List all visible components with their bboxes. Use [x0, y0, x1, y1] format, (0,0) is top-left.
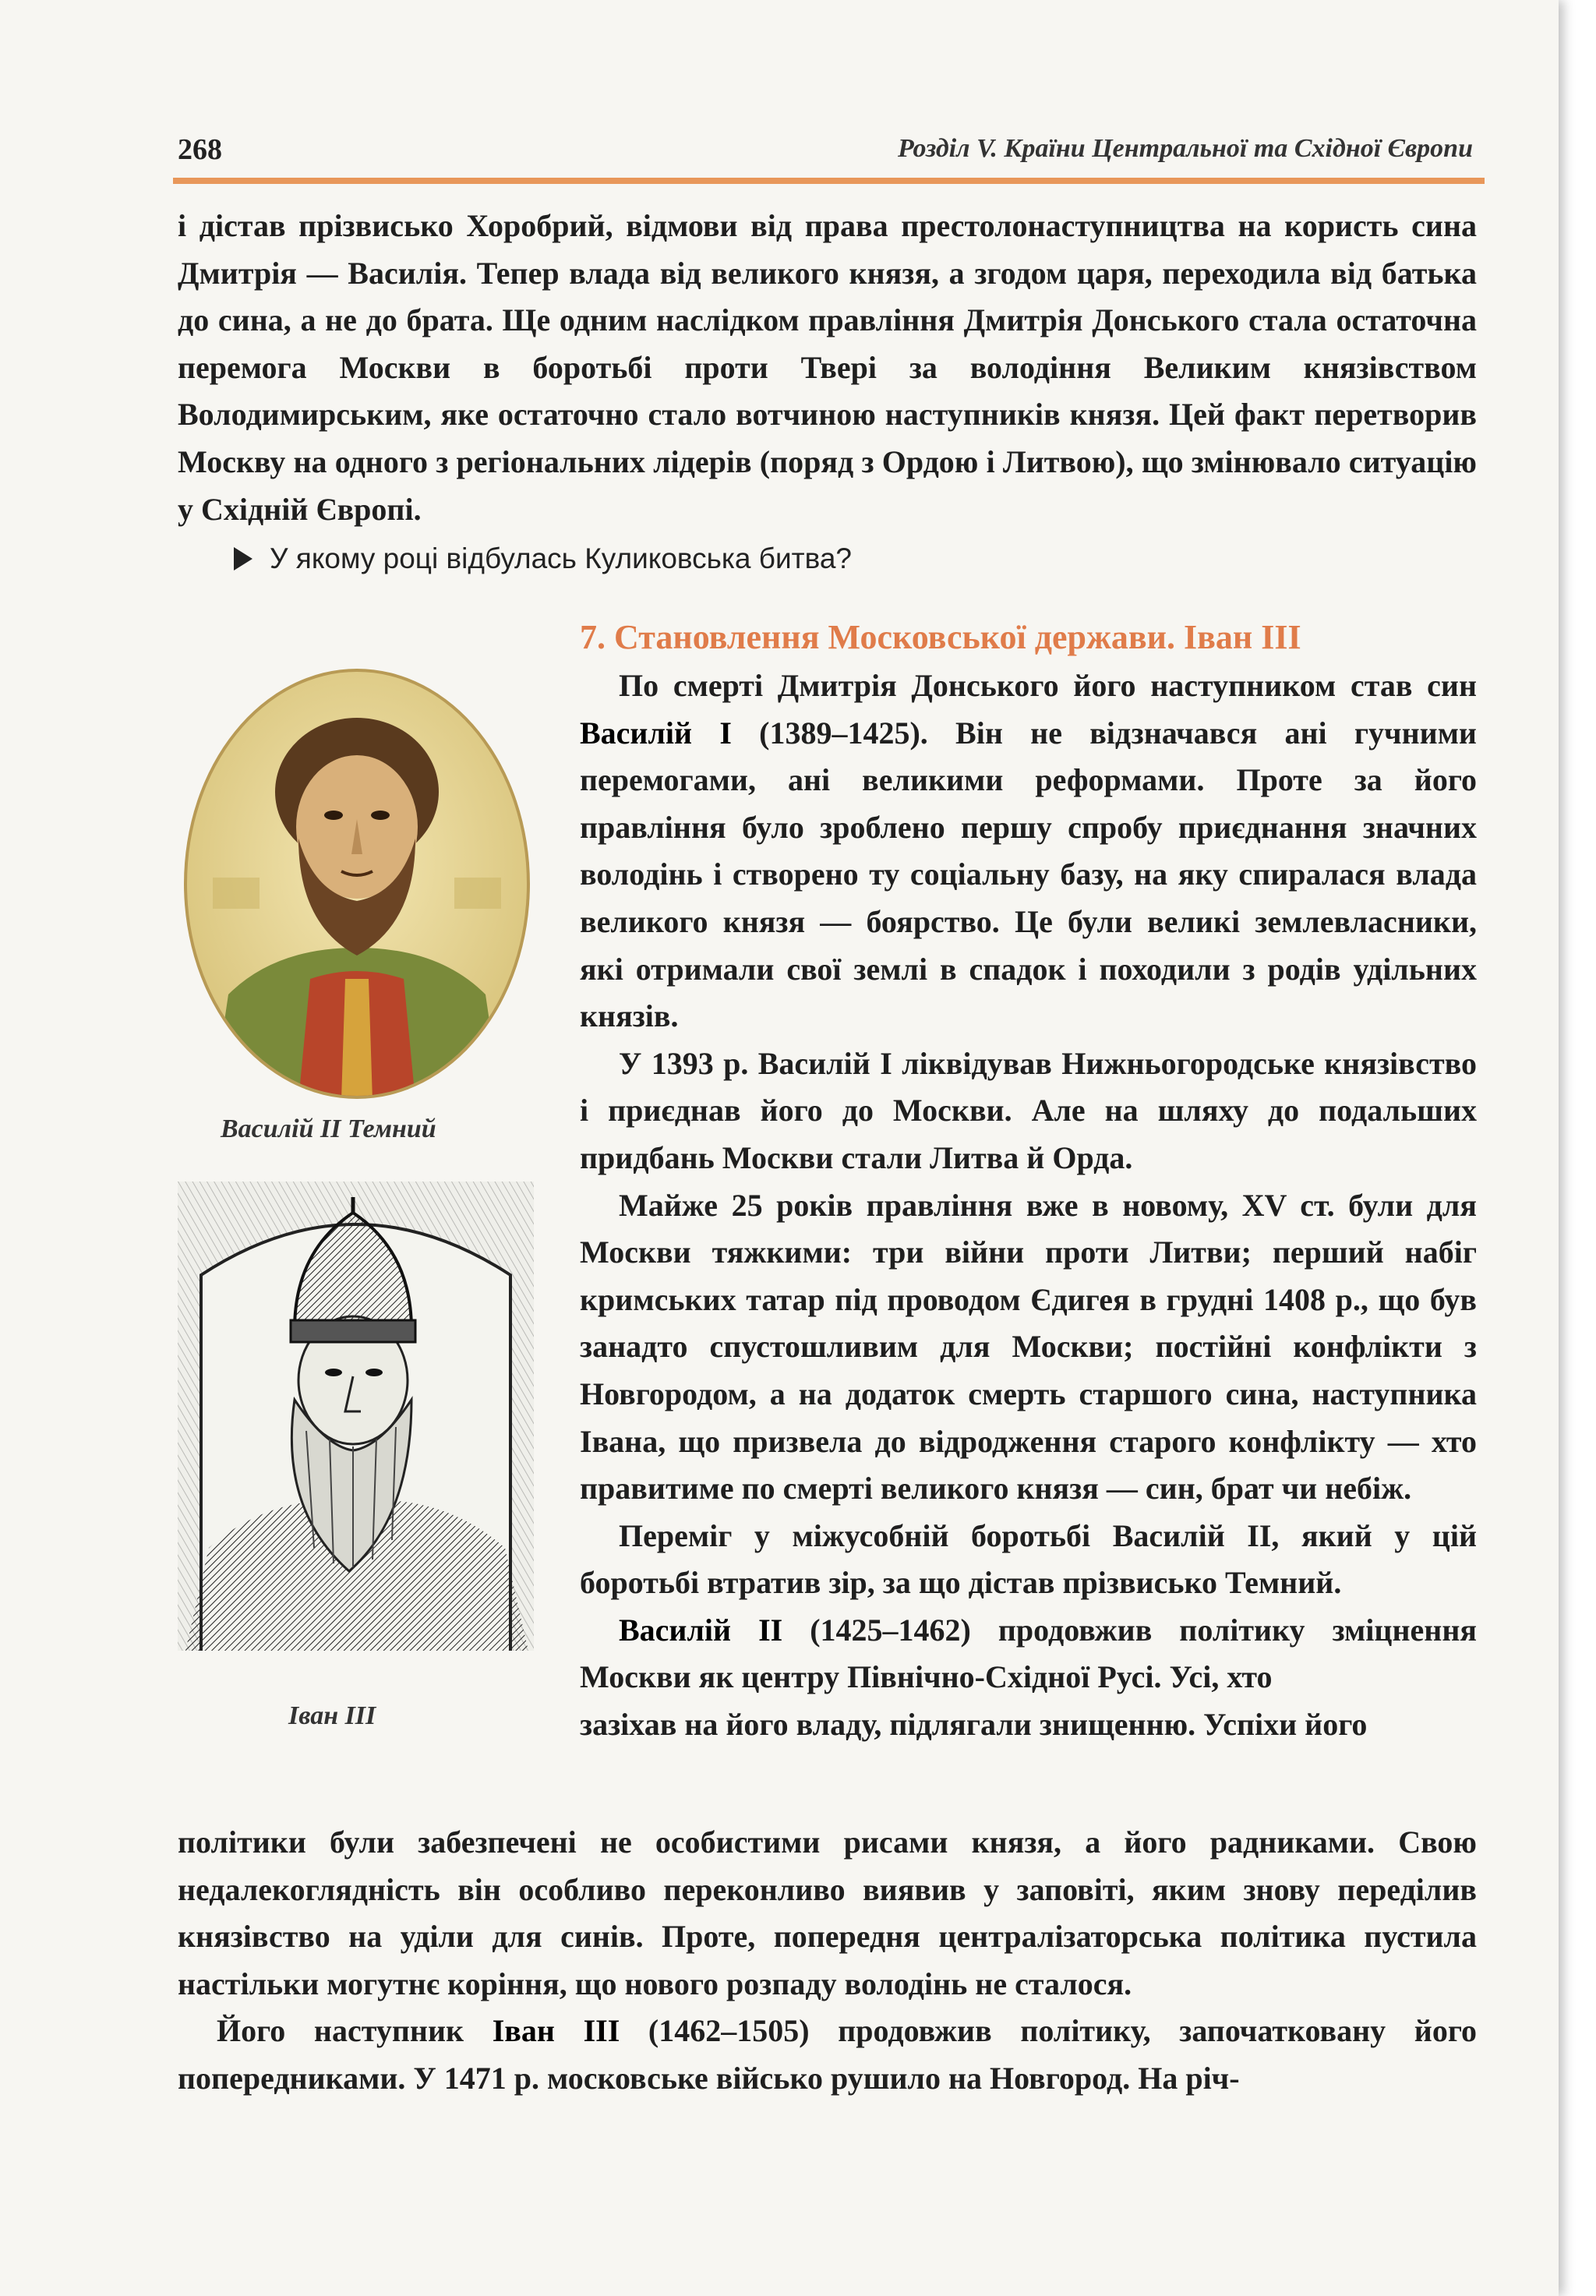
review-question — [234, 542, 852, 575]
p5-text-a: (1425–1462) продовжив політику зміцнення Москви як центру Північно-Східної Русі. Усі, хто — [580, 1612, 1478, 1695]
question-text: У якому році відбулась Куликовська битва? — [270, 542, 852, 574]
running-head-title: Розділ V. Країни Центральної та Східної Європи — [897, 134, 1473, 163]
p6-text-b: (1462–1505) продовжив політику, започатковану його попередниками. У 1471 р. московське військо рушило на Новгород. На річ- — [178, 2013, 1478, 2096]
intro-paragraph — [178, 203, 1477, 533]
paragraph-xv-century: Майже 25 років правління вже в новому, XV ст. були для Москви тяжкими: три війни проти Литви; перший набіг кримських татар під проводом Єдигея в грудні 1408 р., що був занадто спустошливим для Москви; постійні конфлікти з Новгородом, а на додаток смерть старшого сина, наступника Івана, що призвела до відродження старого конфлікту — хто правитиме по смерті великого князя — син, брат чи небіж. — [580, 1187, 1477, 1507]
body-full-width — [178, 1819, 1477, 2103]
portrait-ivan-iii-caption: Іван ІІІ — [288, 1701, 376, 1730]
triangle-bullet-icon — [234, 547, 252, 570]
paragraph-vasyl-ii-cont: зазіхав на його владу, підлягали знищенню. Успіхи його — [580, 1707, 1368, 1743]
page-number: 268 — [178, 133, 222, 166]
p6-text-a: Його наступник — [217, 2013, 493, 2049]
paragraph-ivan-iii — [178, 2008, 1477, 2102]
portrait-vasyl-ii-caption: Василій ІІ Темний — [221, 1114, 436, 1143]
p1-text-a: По смерті Дмитрія Донського його наступником став син — [619, 668, 1477, 703]
paragraph-1393: У 1393 р. Василій І ліквідував Нижньогородське князівство і приєднав його до Москви. Але на шляху до подальших придбань Москви стали Литва й Орда. — [580, 1045, 1477, 1175]
portrait-vasyl-ii-image — [182, 667, 533, 1100]
header-rule — [173, 178, 1485, 184]
section-heading: 7. Становлення Московської держави. Іван ІІІ — [580, 618, 1301, 656]
paragraph-vasyl-i — [580, 662, 1477, 1040]
p1-name: Василій І — [580, 715, 732, 751]
p1-text-b: (1389–1425). Він не відзначався ані гучними перемогами, ані великими реформами. Проте за його правління було зроблено першу спробу приєднання значних володінь і створено ту соціальну базу, на яку спиралася влада великого князя — боярство. Це були великі землевласники, які отримали свої землі в спадок і походили з родів удільних князів. — [580, 715, 1477, 1034]
portrait-ivan-iii-image — [178, 1182, 534, 1651]
body-right-column — [580, 662, 1477, 1749]
p6-name: Іван ІІІ — [492, 2013, 620, 2049]
intro-text: і дістав прізвисько Хоробрий, відмови від права престолонаступництва на користь сина Дмитрія — Василія. Тепер влада від великого князя, а згодом царя, переходила від батька до сина, а не до брата. Ще одним наслідком правління Дмитрія Донського стала остаточна перемога Москви в боротьбі проти Твері за володіння Великим князівством Володимирським, яке остаточно стало вотчиною наступників князя. Цей факт перетворив Москву на одного з регіональних лідерів (поряд з Ордою і Литвою), що змінювало ситуацію у Східній Європі. — [178, 208, 1477, 527]
paragraph-vasyl-ii-blind: Переміг у міжусобній боротьбі Василій ІІ, який у цій боротьбі втратив зір, за що дістав прізвисько Темний. — [580, 1517, 1477, 1601]
paragraph-vasyl-ii-policy: політики були забезпечені не особистими рисами князя, а його радниками. Свою недалекоглядність він особливо переконливо виявив у заповіті, яким знову переділив князівство на уділи для синів. Проте, попередня централізаторська політика пустила настільки могутнє коріння, що нового розпаду володінь не сталося. — [178, 1824, 1477, 2001]
p5-name: Василій ІІ — [619, 1612, 783, 1648]
paragraph-vasyl-ii-start — [580, 1607, 1477, 1701]
